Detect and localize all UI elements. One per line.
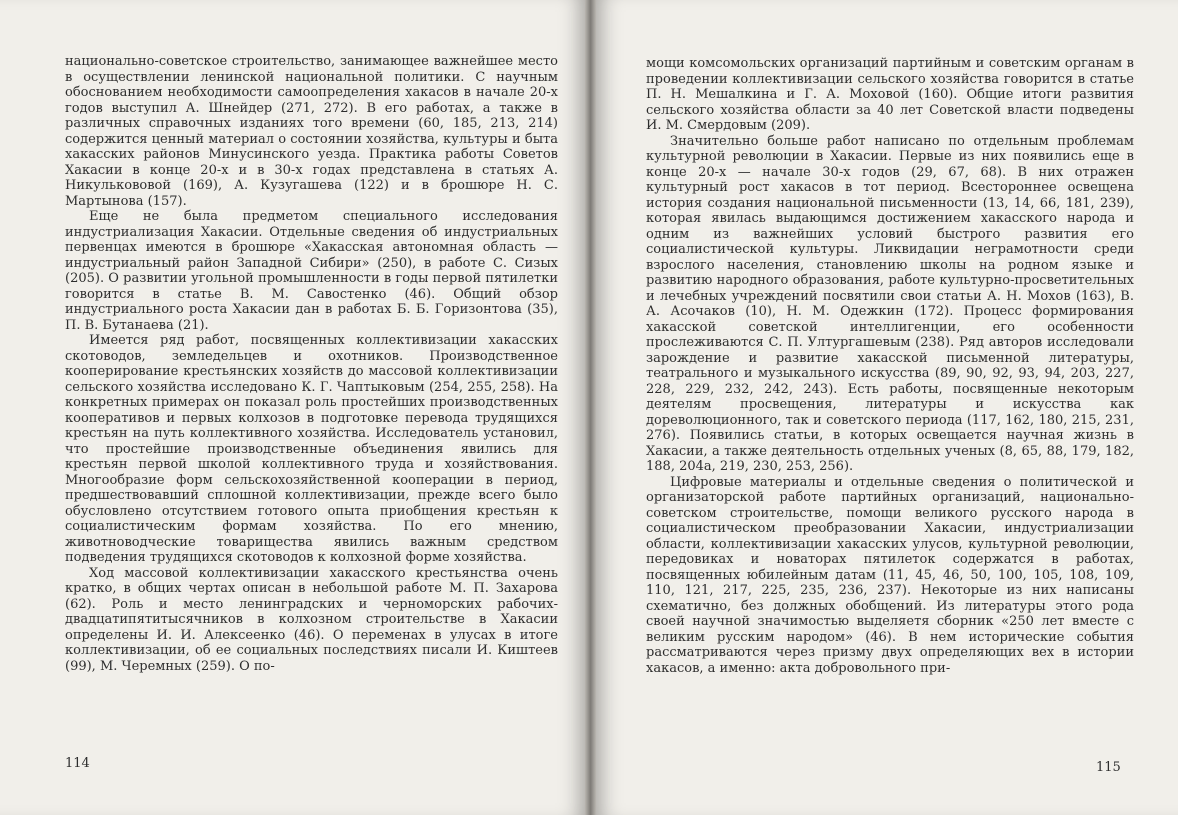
paragraph: Ход массовой коллективизации хакасского крестьянства очень кратко, в общих чертах описан в небольшой работе М. П. Захарова (62). Роль и место ленинградских и черноморских рабочих-двадцатипятитысячников в колхозном строительстве в Хакасии определены И. И. Алексеенко (46). О переменах в улусах в итоге коллективизации, об ее социальных последствиях писали И. Киштеев (99), М. Черемных (259). О по- <box>65 565 558 674</box>
paragraph: Цифровые материалы и отдельные сведения о политической и организаторской работе партийных организаций, национально-советском строительстве, помощи великого русского народа в социалистическом преобразовании Хакасии, индустриализации области, коллективизации хакасских улусов, культурной революции, передовиках и новаторах пятилеток содержатся в работах, посвященных юбилейным датам (11, 45, 46, 50, 100, 105, 108, 109, 110, 121, 217, 225, 235, 236, 237). Некоторые из них написаны схематично, без должных обобщений. Из литературы этого рода своей научной значимостью выделяетя сборник «250 лет вместе с великим русским народом» (46). В нем исторические события рассматриваются через призму двух определяющих вех в истории хакасов, а именно: акта добровольного при- <box>646 474 1134 676</box>
page-number-right: 115 <box>1096 760 1121 775</box>
paragraph: национально-советское строительство, занимающее важнейшее место в осуществлении ленинской национальной политики. С научным обоснованием необходимости самоопределения хакасов в начале 20-х годов выступил А. Шнейдер (271, 272). В его работах, а также в различных справочных изданиях того времени (60, 185, 213, 214) содержится ценный материал о состоянии хозяйства, культуры и быта хакасских районов Минусинского уезда. Практика работы Советов Хакасии в конце 20-х и в 30-х годах представлена в статьях А. Никулькововой (169), А. Кузугашева (122) и в брошюре Н. С. Мартынова (157). <box>65 54 558 209</box>
paragraph: Значительно больше работ написано по отдельным проблемам культурной революции в Хакасии. Первые из них появились еще в конце 20-х — начале 30-х годов (29, 67, 68). В них отражен культурный рост хакасов в тот период. Всестороннее освещена история создания национальной письменности (13, 14, 66, 181, 239), которая явилась выдающимся достижением хакасского народа и одним из важнейших условий быстрого развития его социалистической культуры. Ликвидации неграмотности среди взрослого населения, становлению школы на родном языке и развитию народного образования, работе культурно-просветительных и лечебных учреждений посвятили свои статьи А. Н. Мохов (163), В. А. Асочаков (10), Н. М. Одежкин (172). Процесс формирования хакасской советской интеллигенции, его особенности прослеживаются С. П. Ултургашевым (238). Ряд авторов исследовали зарождение и развитие хакасской письменной литературы, театрального и музыкального искусства (89, 90, 92, 93, 94, 203, 227, 228, 229, 232, 242, 243). Есть работы, посвященные некоторым деятелям просвещения, литературы и искусства как дореволюционного, так и советского периода (117, 162, 180, 215, 231, 276). Появились статьи, в которых освещается научная жизнь в Хакасии, а также деятельность отдельных ученых (8, 65, 88, 179, 182, 188, 204а, 219, 230, 253, 256). <box>646 133 1134 474</box>
right-page-text <box>646 56 1134 676</box>
left-page-text <box>65 54 558 674</box>
page-number-left: 114 <box>65 756 90 771</box>
left-page <box>0 0 585 815</box>
right-page <box>596 0 1178 815</box>
paragraph: Еще не была предметом специального исследования индустриализация Хакасии. Отдельные сведения об индустриальных первенцах имеются в брошюре «Хакасская автономная область — индустриальный район Западной Сибири» (250), в работе С. Сизых (205). О развитии угольной промышленности в годы первой пятилетки говорится в статье В. М. Савостенко (46). Общий обзор индустриального роста Хакасии дан в работах Б. Б. Горизонтова (35), П. В. Бутанаева (21). <box>65 209 558 333</box>
book-gutter <box>585 0 596 815</box>
paragraph: Имеется ряд работ, посвященных коллективизации хакасских скотоводов, земледельцев и охотников. Производственное кооперирование крестьянских хозяйств до массовой коллективизации сельского хозяйства исследовано К. Г. Чаптыковым (254, 255, 258). На конкретных примерах он показал роль простейших производственных кооперативов и первых колхозов в подготовке перевода трудящихся крестьян на путь коллективного хозяйства. Исследователь установил, что простейшие производственные объединения явились для крестьян первой школой коллективного труда и хозяйствования. Многообразие форм сельскохозяйственной кооперации в период, предшествовавший сплошной коллективизации, прежде всего было обусловлено отсутствием готового опыта приобщения крестьян к социалистическим формам хозяйства. По его мнению, животноводческие товарищества явились важным средством подведения трудящихся скотоводов к колхозной форме хозяйства. <box>65 333 558 565</box>
paragraph: мощи комсомольских организаций партийным и советским органам в проведении коллективизации сельского хозяйства говорится в статье П. Н. Мешалкина и Г. А. Моховой (160). Общие итоги развития сельского хозяйства области за 40 лет Советской власти подведены И. М. Смердовым (209). <box>646 56 1134 133</box>
